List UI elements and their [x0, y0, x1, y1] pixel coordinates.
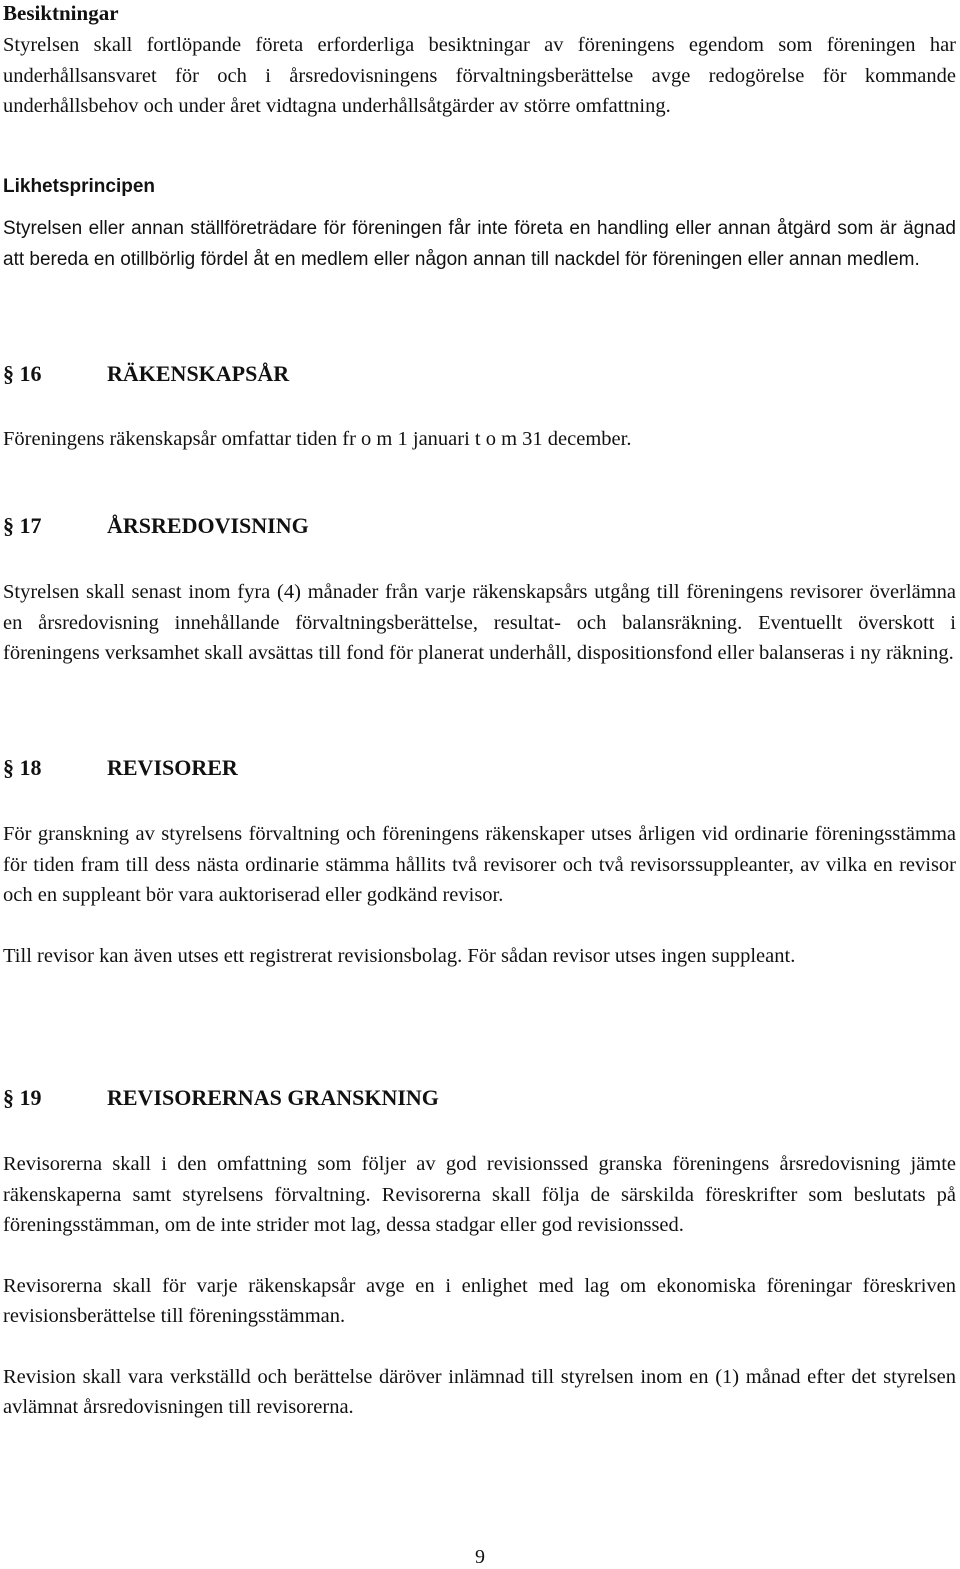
likhetsprincipen-block: [3, 174, 956, 275]
section-number: § 17: [3, 513, 42, 538]
section-number: § 18: [3, 755, 42, 780]
section-paragraph: Revisorerna skall för varje räkenskapsår avge en i enlighet med lag om ekonomiska föreningar föreskriven revisionsberättelse till föreningsstämman.: [3, 1274, 956, 1327]
section-paragraph: Revision skall vara verkställd och berättelse däröver inlämnad till styrelsen inom en (1) månad efter det styrelsen avlämnat årsredovisningen till revisorerna.: [3, 1365, 956, 1418]
besiktningar-block: [3, 0, 956, 122]
section-16: [3, 360, 956, 455]
section-17: [3, 512, 956, 669]
section-19: [3, 1084, 956, 1423]
page-number: 9: [475, 1546, 485, 1568]
likhetsprincipen-heading: Likhetsprincipen: [3, 176, 156, 197]
section-paragraph: Föreningens räkenskapsår omfattar tiden fr o m 1 januari t o m 31 december.: [3, 428, 632, 450]
likhetsprincipen-text: Styrelsen eller annan ställföreträdare för föreningen får inte företa en handling eller annan åtgärd som är ägnad att bereda en otillbörlig fördel åt en medlem eller någon annan till nackdel för föreningen eller annan medlem.: [3, 218, 956, 270]
section-number: § 16: [3, 361, 42, 386]
besiktningar-heading: Besiktningar: [3, 1, 119, 25]
section-title: REVISORER: [107, 755, 238, 780]
section-heading: [3, 360, 956, 388]
besiktningar-text: Styrelsen skall fortlöpande företa erforderliga besiktningar av föreningens egendom som föreningen har underhållsansvaret för och i årsredovisningens förvaltningsberättelse avge redogörelse för kommande underhållsbehov och under året vidtagna underhållsåtgärder av större omfattning.: [3, 34, 956, 117]
section-paragraph: För granskning av styrelsens förvaltning och föreningens räkenskaper utses årligen vid ordinarie föreningsstämma för tiden fram till dess nästa ordinarie stämma hållits två revisorer och två revisorssuppleanter, av vilka en revisor och en suppleant bör vara auktoriserad eller godkänd revisor.: [3, 823, 956, 906]
section-heading: [3, 754, 956, 782]
section-title: REVISORERNAS GRANSKNING: [107, 1085, 439, 1110]
section-paragraph: Revisorerna skall i den omfattning som följer av god revisionssed granska föreningens årsredovisning jämte räkenskaperna samt styrelsens förvaltning. Revisorerna skall följa de särskilda föreskrifter som beslutats på föreningsstämman, om de inte strider mot lag, dessa stadgar eller god revisionssed.: [3, 1153, 956, 1236]
section-18: [3, 754, 956, 971]
section-title: ÅRSREDOVISNING: [107, 513, 309, 538]
section-title: RÄKENSKAPSÅR: [107, 361, 290, 386]
section-heading: [3, 1084, 956, 1112]
section-paragraph: Styrelsen skall senast inom fyra (4) månader från varje räkenskapsårs utgång till föreningens revisorer överlämna en årsredovisning innehållande förvaltningsberättelse, resultat- och balansräkning. Eventuellt överskott i föreningens verksamhet skall avsättas till fond för planerat underhåll, dispositionsfond eller balanseras i ny räkning.: [3, 581, 956, 664]
section-heading: [3, 512, 956, 540]
section-paragraph: Till revisor kan även utses ett registrerat revisionsbolag. För sådan revisor utses ingen suppleant.: [3, 944, 796, 967]
section-number: § 19: [3, 1085, 42, 1110]
